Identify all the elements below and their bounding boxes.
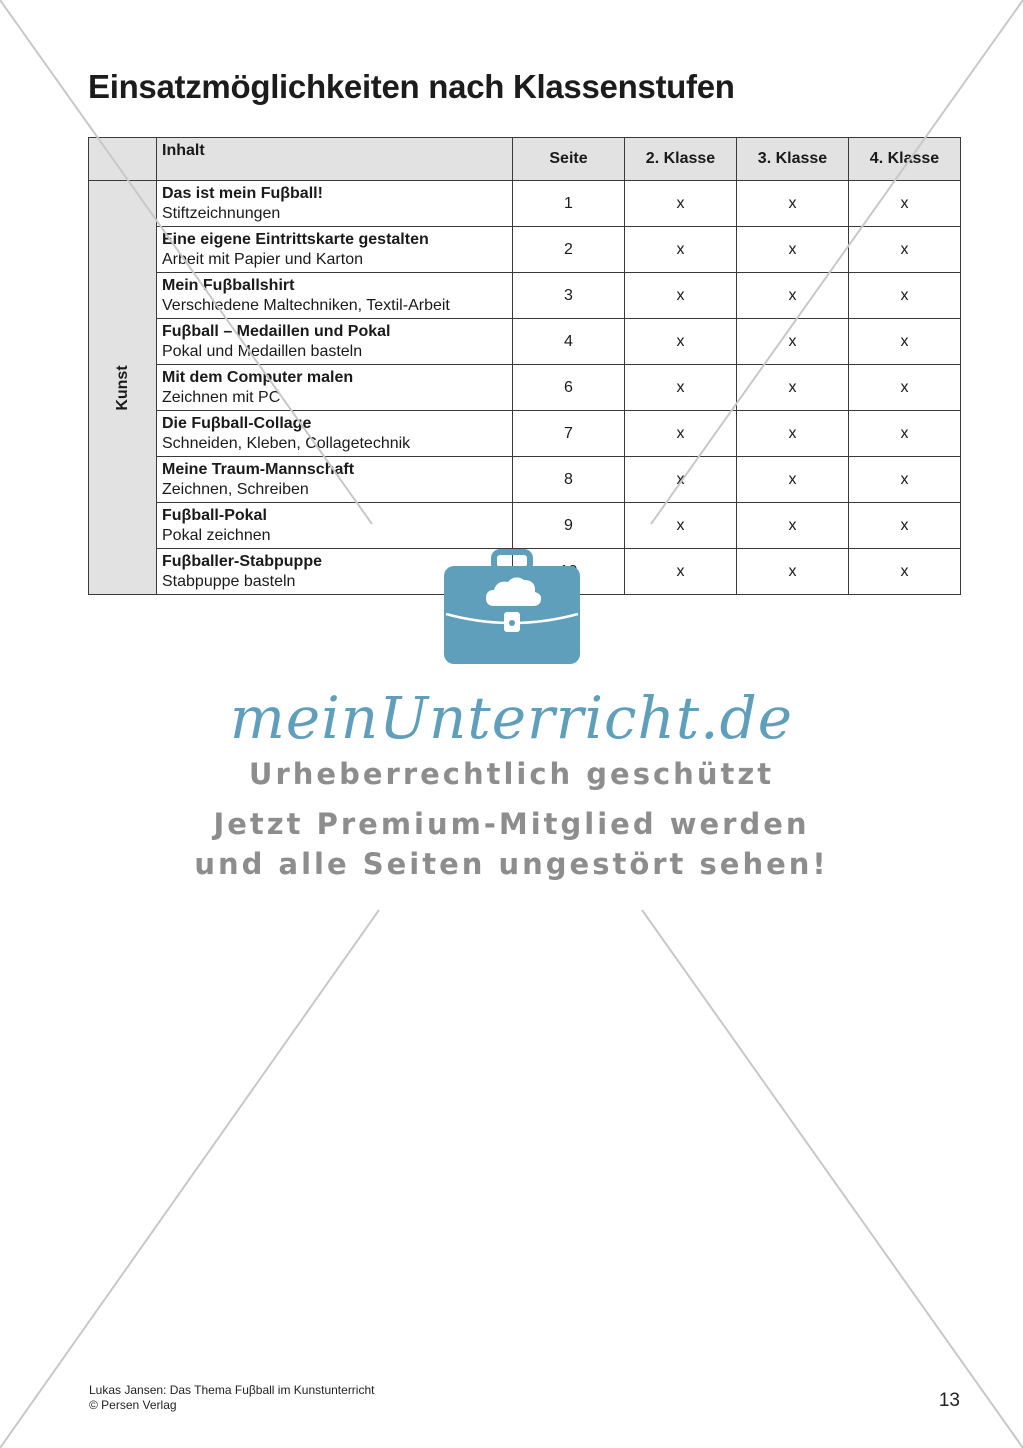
table-header-row xyxy=(89,138,961,181)
klasse-2-mark: x xyxy=(625,365,737,411)
page-cell: 7 xyxy=(513,411,625,457)
content-cell xyxy=(157,181,513,227)
klasse-3-mark: x xyxy=(737,181,849,227)
category-label: Kunst xyxy=(113,364,131,411)
klasse-4-mark: x xyxy=(849,227,961,273)
page-cell: 2 xyxy=(513,227,625,273)
activity-title: Die Fuβball-Collage xyxy=(162,414,312,432)
footer-book-title: Lukas Jansen: Das Thema Fuβball im Kunstunterricht xyxy=(89,1383,375,1397)
table-row xyxy=(89,411,961,457)
activity-subtitle: Arbeit mit Papier und Karton xyxy=(162,250,363,268)
header-klasse-3: 3. Klasse xyxy=(737,138,849,181)
activity-title: Meine Traum-Mannschaft xyxy=(162,460,355,478)
klasse-2-mark: x xyxy=(625,411,737,457)
klasse-3-mark: x xyxy=(737,503,849,549)
page-cell: 4 xyxy=(513,319,625,365)
header-klasse-4: 4. Klasse xyxy=(849,138,961,181)
briefcase-cloud-icon xyxy=(442,548,582,666)
page-cell: 6 xyxy=(513,365,625,411)
klasse-2-mark: x xyxy=(625,457,737,503)
activity-title: Das ist mein Fuβball! xyxy=(162,184,323,202)
table-row xyxy=(89,503,961,549)
activity-subtitle: Stabpuppe basteln xyxy=(162,572,296,590)
header-seite: Seite xyxy=(513,138,625,181)
klasse-3-mark: x xyxy=(737,549,849,595)
table-row xyxy=(89,365,961,411)
klasse-3-mark: x xyxy=(737,411,849,457)
activity-subtitle: Zeichnen mit PC xyxy=(162,388,281,406)
klasse-4-mark: x xyxy=(849,411,961,457)
activity-title: Mein Fuβballshirt xyxy=(162,276,295,294)
klasse-3-mark: x xyxy=(737,273,849,319)
klasse-3-mark: x xyxy=(737,457,849,503)
activity-subtitle: Pokal zeichnen xyxy=(162,526,271,544)
klasse-3-mark: x xyxy=(737,365,849,411)
category-cell xyxy=(89,181,157,595)
page-cell: 3 xyxy=(513,273,625,319)
content-cell xyxy=(157,457,513,503)
klasse-4-mark: x xyxy=(849,503,961,549)
klasse-3-mark: x xyxy=(737,227,849,273)
page-cell: 1 xyxy=(513,181,625,227)
klasse-4-mark: x xyxy=(849,457,961,503)
brand-wordmark: meinUnterricht.de xyxy=(229,684,794,752)
page-title: Einsatzmöglichkeiten nach Klassenstufen xyxy=(88,68,735,105)
klasse-4-mark: x xyxy=(849,319,961,365)
table-row xyxy=(89,181,961,227)
page-number: 13 xyxy=(938,1390,960,1411)
klasse-2-mark: x xyxy=(625,181,737,227)
premium-notice-line-1: Jetzt Premium-Mitglied werden xyxy=(213,807,810,841)
activity-title: Mit dem Computer malen xyxy=(162,368,354,386)
klasse-2-mark: x xyxy=(625,503,737,549)
activity-subtitle: Pokal und Medaillen basteln xyxy=(162,342,363,360)
footer-publisher: © Persen Verlag xyxy=(89,1398,177,1412)
klasse-2-mark: x xyxy=(625,227,737,273)
content-cell xyxy=(157,273,513,319)
activity-title: Fuβball – Medaillen und Pokal xyxy=(162,322,391,340)
table-row xyxy=(89,457,961,503)
klasse-2-mark: x xyxy=(625,319,737,365)
copyright-notice: Urheberrechtlich geschützt xyxy=(248,757,775,791)
activity-subtitle: Schneiden, Kleben, Collagetechnik xyxy=(162,434,411,452)
klasse-4-mark: x xyxy=(849,181,961,227)
activity-subtitle: Stiftzeichnungen xyxy=(162,204,281,222)
premium-notice-line-2: und alle Seiten ungestört sehen! xyxy=(194,847,829,881)
header-inhalt: Inhalt xyxy=(157,138,513,181)
klasse-4-mark: x xyxy=(849,365,961,411)
footer-credits xyxy=(89,1383,374,1413)
activity-title: Fuβballer-Stabpuppe xyxy=(162,552,322,570)
page-cell: 8 xyxy=(513,457,625,503)
content-cell xyxy=(157,411,513,457)
content-cell xyxy=(157,503,513,549)
table-row xyxy=(89,227,961,273)
overview-table xyxy=(88,137,961,595)
content-cell xyxy=(157,227,513,273)
content-cell xyxy=(157,319,513,365)
page-cell: 9 xyxy=(513,503,625,549)
klasse-4-mark: x xyxy=(849,549,961,595)
header-klasse-2: 2. Klasse xyxy=(625,138,737,181)
klasse-3-mark: x xyxy=(737,319,849,365)
header-empty-cell xyxy=(89,138,157,181)
activity-subtitle: Zeichnen, Schreiben xyxy=(162,480,309,498)
activity-title: Eine eigene Eintrittskarte gestalten xyxy=(162,230,429,248)
table-row xyxy=(89,319,961,365)
klasse-2-mark: x xyxy=(625,273,737,319)
klasse-2-mark: x xyxy=(625,549,737,595)
activity-title: Fuβball-Pokal xyxy=(162,506,267,524)
content-cell xyxy=(157,365,513,411)
table-row xyxy=(89,273,961,319)
activity-subtitle: Verschiedene Maltechniken, Textil-Arbeit xyxy=(162,296,450,314)
klasse-4-mark: x xyxy=(849,273,961,319)
watermark xyxy=(0,548,1023,884)
